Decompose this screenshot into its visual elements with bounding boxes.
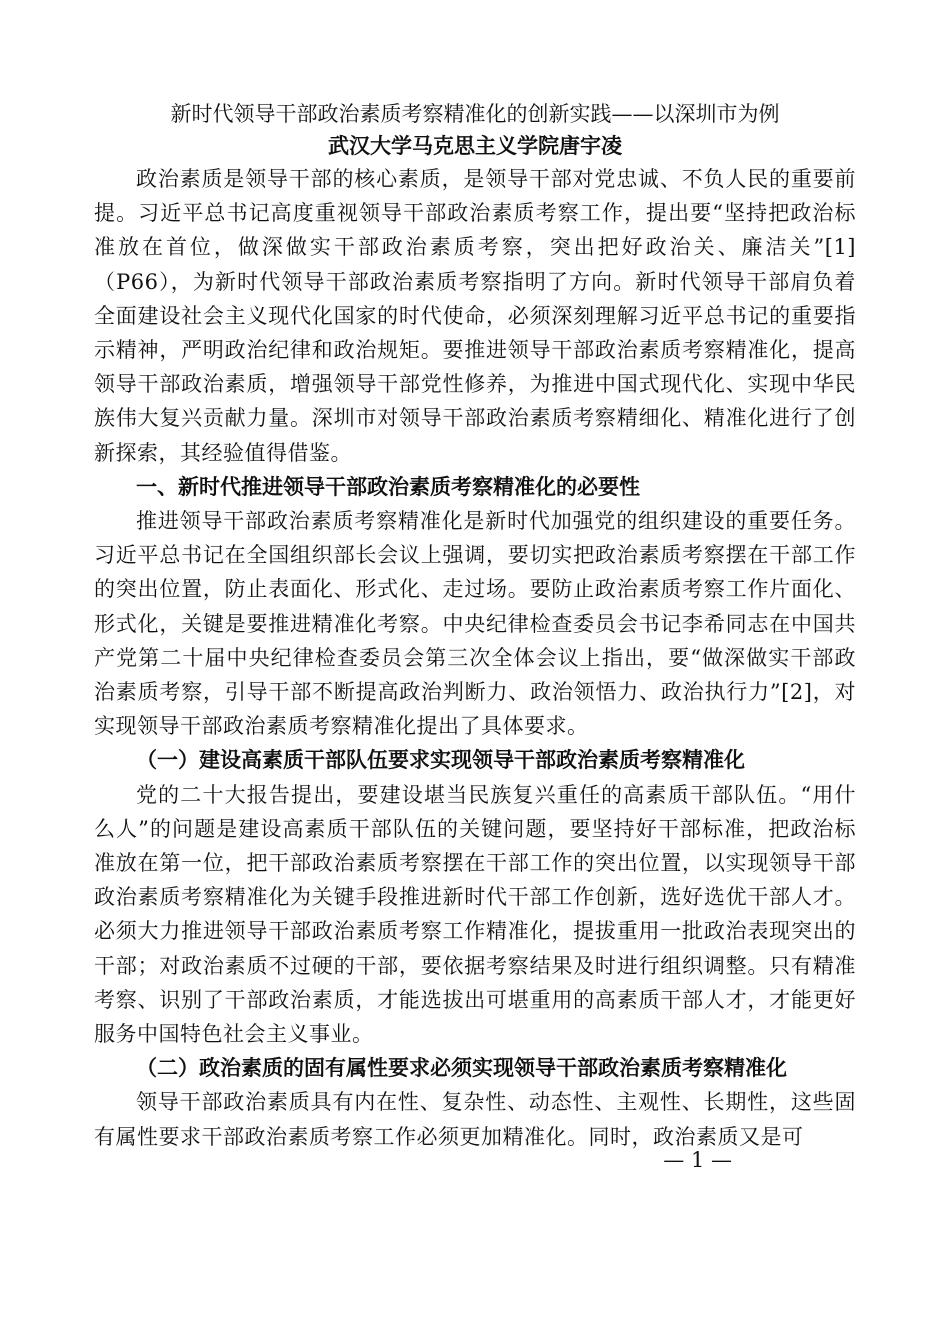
document-page — [94, 98, 856, 1154]
subsection-heading-1: （一）建设高素质干部队伍要求实现领导干部政治素质考察精准化 — [136, 747, 745, 773]
section-heading-1: 一、新时代推进领导干部政治素质考察精准化的必要性 — [136, 473, 640, 499]
author-line: 武汉大学马克思主义学院唐宇凌 — [328, 133, 622, 158]
document-title: 新时代领导干部政治素质考察精准化的创新实践——以深圳市为例 — [170, 102, 780, 126]
subsection-2-paragraph: 领导干部政治素质具有内在性、复杂性、动态性、主观性、长期性，这些固有属性要求干部政治素质考察工作必须更加精准化。同时，政治素质又是可 — [94, 1090, 856, 1149]
subsection-heading-2: （二）政治素质的固有属性要求必须实现领导干部政治素质考察精准化 — [136, 1055, 787, 1081]
section-1-paragraph: 推进领导干部政治素质考察精准化是新时代加强党的组织建设的重要任务。习近平总书记在全国组织部长会议上强调，要切实把政治素质考察摆在干部工作的突出位置，防止表面化、形式化、走过场。要防止政治素质考察工作片面化、形式化，关键是要推进精准化考察。中央纪律检查委员会书记李希同志在中国共产党第二十届中央纪律检查委员会第三次全体会议上指出，要“做深做实干部政治素质考察，引导干部不断提高政治判断力、政治领悟力、政治执行力”[2]，对实现领导干部政治素质考察精准化提出了具体要求。 — [94, 509, 856, 739]
subsection-1-paragraph: 党的二十大报告提出，要建设堪当民族复兴重任的高素质干部队伍。“用什么人”的问题是建设高素质干部队伍的关键问题，要坚持好干部标准，把政治标准放在第一位，把干部政治素质考察摆在干部工作的突出位置，以实现领导干部政治素质考察精准化为关键手段推进新时代干部工作创新，选好选优干部人才。必须大力推进领导干部政治素质考察工作精准化，提拔重用一批政治表现突出的干部；对政治素质不过硬的干部，要依据考察结果及时进行组织调整。只有精准考察、识别了干部政治素质，才能选拔出可堪重用的高素质干部人才，才能更好服务中国特色社会主义事业。 — [94, 782, 856, 1047]
page-number: — 1 — — [663, 1148, 732, 1172]
intro-paragraph: 政治素质是领导干部的核心素质，是领导干部对党忠诚、不负人民的重要前提。习近平总书记高度重视领导干部政治素质考察工作，提出要“坚持把政治标准放在首位，做深做实干部政治素质考察，突出把好政治关、廉洁关”[1]（P66），为新时代领导干部政治素质考察指明了方向。新时代领导干部肩负着全面建设社会主义现代化国家的时代使命，必须深刻理解习近平总书记的重要指示精神，严明政治纪律和政治规矩。要推进领导干部政治素质考察精准化，提高领导干部政治素质，增强领导干部党性修养，为推进中国式现代化、实现中华民族伟大复兴贡献力量。深圳市对领导干部政治素质考察精细化、精准化进行了创新探索，其经验值得借鉴。 — [94, 167, 856, 465]
